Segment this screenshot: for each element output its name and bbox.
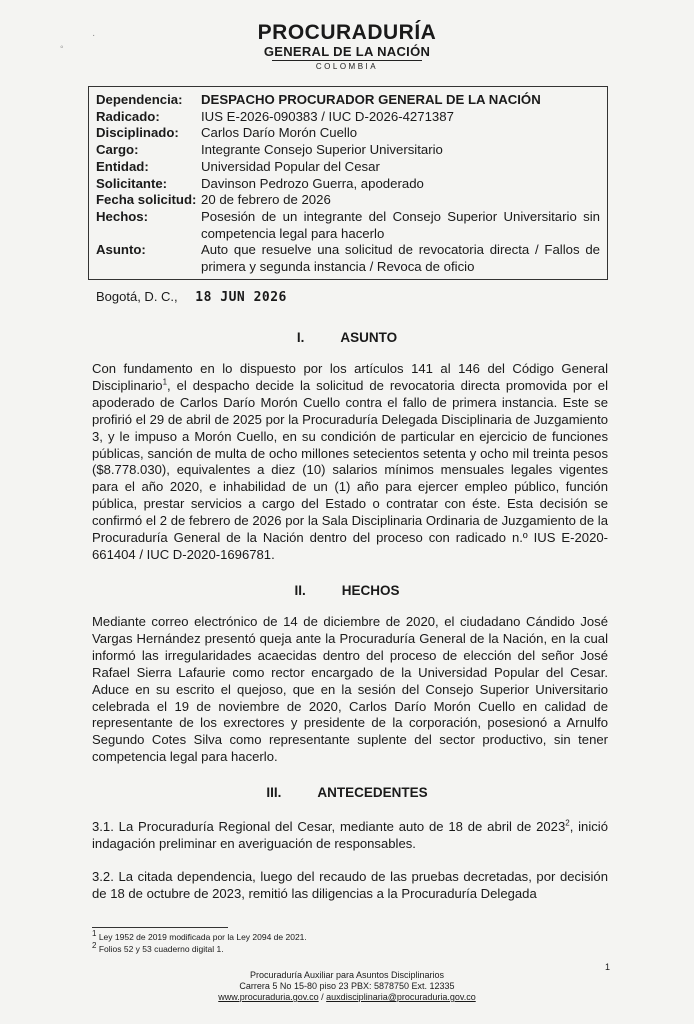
section-title: ASUNTO: [340, 330, 398, 345]
case-info-box: [88, 86, 608, 280]
punch-mark: ◦: [60, 42, 64, 53]
section-heading-antecedentes: [0, 785, 694, 800]
info-row-solicitante: [96, 176, 600, 193]
info-value: Auto que resuelve una solicitud de revocatoria directa / Fallos de primera y segunda instancia / Revoca de oficio: [201, 242, 600, 275]
footnote-text: Folios 52 y 53 cuaderno digital 1.: [98, 944, 224, 954]
info-row-entidad: [96, 159, 600, 176]
logo-title: PROCURADURÍA: [257, 21, 437, 44]
info-value: Integrante Consejo Superior Universitario: [201, 142, 443, 158]
info-value: 20 de febrero de 2026: [201, 192, 331, 208]
date-stamp: 18 JUN 2026: [195, 290, 287, 305]
info-label: Radicado:: [96, 108, 160, 124]
info-row-disciplinado: [96, 125, 600, 142]
paragraph-text: , inició indagación preliminar en averiguación de responsables.: [92, 819, 608, 851]
date-place: Bogotá, D. C.,: [96, 289, 178, 304]
info-row-asunto: [96, 242, 600, 275]
logo-subtitle: GENERAL DE LA NACIÓN: [263, 44, 431, 59]
info-label: Fecha solicitud:: [96, 192, 197, 208]
info-value: Universidad Popular del Cesar: [201, 158, 380, 174]
paragraph-text: Con fundamento en lo dispuesto por los artículos 141 al 146 del Código General Disciplinario: [92, 361, 608, 393]
section-heading-asunto: [0, 330, 694, 345]
footnote-2: [92, 941, 224, 955]
info-label: Asunto:: [96, 242, 146, 258]
info-row-fecha-solicitud: [96, 192, 600, 209]
info-row-radicado: [96, 109, 600, 126]
paragraph-text: Mediante correo electrónico de 14 de diciembre de 2020, el ciudadano Cándido José Vargas Hernández presentó queja ante la Procuraduría General de la Nación, en la cual informó las irregularidades acaecidas dentro del proceso de elección del señor José Rafael Sierra Lafaurie como rector encargado de la Universidad Popular del Cesar. Aduce en su escrito el quejoso, que en la sesión del Consejo Superior Universitario celebrada el 19 de noviembre de 2020, Carlos Darío Morón Cuello en calidad de representante de los exrectores y presidente de la corporación, posesionó a Arnulfo Segundo Cotes Silva como representante suplente del sector productivo, sin tener competencia legal para hacerlo.: [92, 614, 608, 765]
footnote-text: Ley 1952 de 2019 modificada por la Ley 2094 de 2021.: [98, 932, 307, 942]
info-row-cargo: [96, 142, 600, 159]
info-label: Entidad:: [96, 158, 149, 174]
paragraph-text: 3.2. La citada dependencia, luego del recaudo de las pruebas decretadas, por decisión de 18 de octubre de 2023, remitió las diligencias a la Procuraduría Delegada: [92, 869, 608, 901]
info-value: Posesión de un integrante del Consejo Superior Universitario sin competencia legal para hacerlo: [201, 208, 600, 241]
section-title: ANTECEDENTES: [317, 785, 428, 800]
link-separator: /: [318, 992, 327, 1002]
info-row-hechos: [96, 209, 600, 242]
footnote-divider: [92, 927, 228, 928]
footnote-mark: 1: [92, 929, 97, 939]
info-label: Dependencia:: [96, 92, 183, 107]
info-value: Davinson Pedrozo Guerra, apoderado: [201, 175, 424, 191]
date-line: [96, 289, 287, 305]
info-row-dependencia: [96, 92, 600, 109]
footnote-mark: 2: [92, 941, 97, 951]
logo-country: COLOMBIA: [315, 62, 379, 71]
footnote-ref: 2: [565, 818, 570, 828]
paragraph-antecedente-3-2: [92, 869, 608, 903]
paragraph-asunto: [92, 361, 608, 564]
info-value: Carlos Darío Morón Cuello: [201, 125, 358, 141]
paragraph-text: 3.1. La Procuraduría Regional del Cesar, mediante auto de 18 de abril de 2023: [92, 819, 566, 834]
section-heading-hechos: [0, 583, 694, 598]
punch-mark: ·: [92, 30, 96, 41]
paragraph-antecedente-3-1: [92, 819, 608, 853]
footnote-1: [92, 929, 307, 943]
page-footer: [0, 970, 694, 1003]
section-title: HECHOS: [341, 583, 400, 598]
paragraph-hechos: [92, 614, 608, 766]
footer-links: [0, 992, 694, 1003]
info-label: Solicitante:: [96, 175, 168, 191]
section-number: I.: [296, 330, 305, 345]
footnote-ref: 1: [162, 377, 168, 387]
info-label: Hechos:: [96, 208, 149, 224]
paragraph-text: , el despacho decide la solicitud de revocatoria directa promovida por el apoderado de Carlos Darío Morón Cuello contra el fallo de primera instancia. Este se profirió el 29 de abril de 2025 por la Procuraduría Delegada Disciplinaria de Juzgamiento 3, y le impuso a Morón Cuello, en su condición de particular en ejercicio de funciones públicas, sanción de multa de ocho millones setecientos setenta y ocho mil treinta pesos ($8.778.030), equivalentes a diez (10) salarios mínimos mensuales legales vigentes para el año 2020, e inhabilidad de un (1) año para ejercer empleo público, función pública, prestar servicios a cargo del Estado o contratar con éste. Esta decisión se confirmó el 2 de febrero de 2026 por la Sala Disciplinaria Ordinaria de Juzgamiento de la Procuraduría General de la Nación dentro del proceso con radicado n.º IUS E-2020-661404 / IUC D-2020-1696781.: [92, 377, 608, 562]
email-link[interactable]: auxdisciplinaria@procuraduria.gov.co: [326, 992, 476, 1002]
page-number: 1: [605, 962, 611, 972]
info-value: IUS E-2026-090383 / IUC D-2026-4271387: [201, 108, 454, 124]
website-link[interactable]: www.procuraduria.gov.co: [218, 992, 319, 1002]
footer-office: Procuraduría Auxiliar para Asuntos Disciplinarios: [249, 970, 445, 980]
section-number: III.: [266, 785, 282, 800]
info-label: Cargo:: [96, 142, 139, 158]
procuraduria-logo: [0, 22, 694, 72]
section-number: II.: [294, 583, 306, 598]
footer-address: Carrera 5 No 15-80 piso 23 PBX: 5878750 Ext. 12335: [239, 981, 455, 991]
info-label: Disciplinado:: [96, 125, 179, 141]
info-value: DESPACHO PROCURADOR GENERAL DE LA NACIÓN: [201, 92, 541, 107]
